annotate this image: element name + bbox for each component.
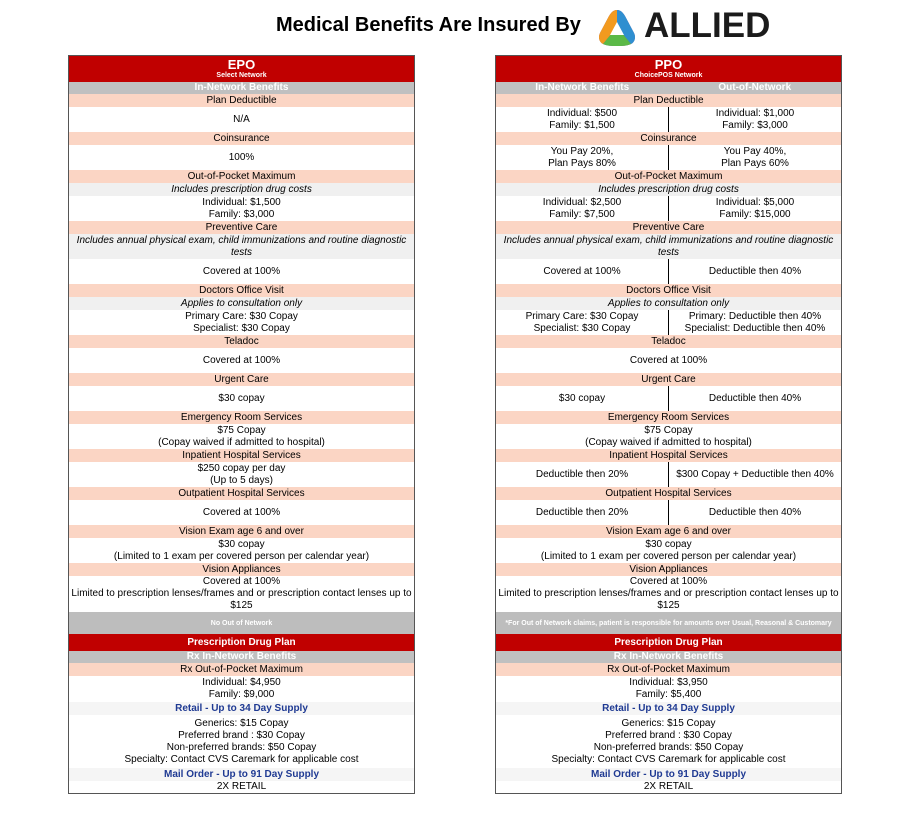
ppo-urgent-out: Deductible then 40%: [708, 392, 802, 404]
epo-title-row: [69, 56, 414, 82]
ppo-urgent-label: Urgent Care: [496, 373, 841, 386]
ppo-doctors-in-1: Primary Care: $30 Copay: [525, 310, 639, 322]
epo-retail-preferred: Preferred brand : $30 Copay: [178, 729, 305, 741]
ppo-deductible-in-1: Individual: $500: [546, 107, 618, 119]
ppo-deductible-out-2: Family: $3,000: [722, 119, 788, 131]
epo-footnote: No Out of Network: [69, 612, 414, 634]
ppo-doctors-in-2: Specialist: $30 Copay: [533, 322, 631, 334]
ppo-coinsurance-in-1: You Pay 20%,: [550, 145, 614, 157]
ppo-outpatient-label: Outpatient Hospital Services: [496, 487, 841, 500]
ppo-inpatient-out: $300 Copay + Deductible then 40%: [676, 468, 834, 480]
ppo-coinsurance-label: Coinsurance: [496, 132, 841, 145]
ppo-vision-exam-value-2: (Limited to 1 exam per covered person per calendar year): [540, 550, 797, 562]
ppo-title-row: [496, 56, 841, 82]
ppo-network: ChoicePOS Network: [634, 72, 703, 79]
ppo-teladoc-value: Covered at 100%: [496, 348, 841, 373]
ppo-network-headers: [496, 82, 841, 94]
epo-retail-nonpreferred: Non-preferred brands: $50 Copay: [166, 741, 317, 753]
ppo-doctors-note: Applies to consultation only: [496, 297, 841, 310]
ppo-deductible-label: Plan Deductible: [496, 94, 841, 107]
ppo-preventive-values: [496, 259, 841, 284]
ppo-oop-out: [669, 196, 841, 221]
ppo-inpatient-label: Inpatient Hospital Services: [496, 449, 841, 462]
ppo-oop-out-1: Individual: $5,000: [715, 196, 795, 208]
epo-rx-oop-label: Rx Out-of-Pocket Maximum: [69, 663, 414, 676]
ppo-footnote: *For Out of Network claims, patient is responsible for amounts over Usual, Reasonal & Customary: [496, 612, 841, 634]
epo-er-value-2: (Copay waived if admitted to hospital): [158, 436, 325, 448]
epo-table: [68, 55, 415, 794]
ppo-preventive-note: Includes annual physical exam, child immunizations and routine diagnostic tests: [496, 234, 841, 259]
ppo-rx-title: Prescription Drug Plan: [496, 634, 841, 651]
epo-doctors-specialist: Specialist: $30 Copay: [193, 322, 290, 334]
ppo-plan-name: PPO: [654, 57, 683, 72]
epo-mail-label: Mail Order - Up to 91 Day Supply: [69, 768, 414, 781]
ppo-outpatient-in: Deductible then 20%: [496, 500, 669, 525]
ppo-preventive-label: Preventive Care: [496, 221, 841, 234]
epo-teladoc-label: Teladoc: [69, 335, 414, 348]
epo-outpatient-label: Outpatient Hospital Services: [69, 487, 414, 500]
epo-doctors-note: Applies to consultation only: [69, 297, 414, 310]
epo-retail-values: [69, 715, 414, 768]
epo-oop-family: Family: $3,000: [208, 208, 275, 220]
allied-logo-text: ALLIED: [644, 6, 771, 45]
epo-retail-generics: Generics: $15 Copay: [194, 717, 289, 729]
ppo-oop-in: [496, 196, 669, 221]
epo-vision-exam-values: [69, 538, 414, 563]
ppo-urgent-values: [496, 386, 841, 411]
ppo-oop-out-2: Family: $15,000: [719, 208, 791, 220]
ppo-coinsurance-in-2: Plan Pays 80%: [548, 157, 616, 169]
ppo-deductible-in-2: Family: $1,500: [549, 119, 615, 131]
ppo-er-value-2: (Copay waived if admitted to hospital): [585, 436, 752, 448]
ppo-retail-values: [496, 715, 841, 768]
epo-doctors-values: [69, 310, 414, 335]
epo-er-value-1: $75 Copay: [217, 424, 266, 436]
ppo-inpatient-values: [496, 462, 841, 487]
epo-preventive-note: Includes annual physical exam, child immunizations and routine diagnostic tests: [69, 234, 414, 259]
ppo-oop-in-1: Individual: $2,500: [542, 196, 622, 208]
ppo-mail-value: 2X RETAIL: [496, 781, 841, 793]
ppo-vision-app-value-2: Limited to prescription lenses/frames and or prescription contact lenses up to $125: [498, 588, 839, 611]
epo-oop-label: Out-of-Pocket Maximum: [69, 170, 414, 183]
epo-network: Select Network: [216, 72, 267, 79]
ppo-oop-note: Includes prescription drug costs: [496, 183, 841, 196]
ppo-oop-label: Out-of-Pocket Maximum: [496, 170, 841, 183]
epo-inpatient-label: Inpatient Hospital Services: [69, 449, 414, 462]
ppo-retail-generics: Generics: $15 Copay: [621, 717, 716, 729]
allied-logo-icon: [596, 7, 638, 49]
ppo-rx-oop-label: Rx Out-of-Pocket Maximum: [496, 663, 841, 676]
epo-oop-values: [69, 196, 414, 221]
epo-vision-app-values: [69, 576, 414, 612]
ppo-inpatient-in: Deductible then 20%: [496, 462, 669, 487]
ppo-er-label: Emergency Room Services: [496, 411, 841, 424]
ppo-teladoc-label: Teladoc: [496, 335, 841, 348]
epo-deductible-value: N/A: [69, 107, 414, 132]
epo-vision-app-value-2: Limited to prescription lenses/frames and or prescription contact lenses up to $125: [71, 588, 412, 611]
epo-vision-exam-value-2: (Limited to 1 exam per covered person per calendar year): [113, 550, 370, 562]
epo-inpatient-value-1: $250 copay per day: [197, 462, 286, 474]
ppo-doctors-values: [496, 310, 841, 335]
epo-coinsurance-label: Coinsurance: [69, 132, 414, 145]
epo-retail-label: Retail - Up to 34 Day Supply: [69, 702, 414, 715]
epo-outpatient-value: Covered at 100%: [69, 500, 414, 525]
epo-preventive-value: Covered at 100%: [69, 259, 414, 284]
ppo-retail-label: Retail - Up to 34 Day Supply: [496, 702, 841, 715]
epo-er-values: [69, 424, 414, 449]
ppo-outpatient-out: Deductible then 40%: [708, 506, 802, 518]
ppo-er-value-1: $75 Copay: [644, 424, 693, 436]
epo-doctors-label: Doctors Office Visit: [69, 284, 414, 297]
ppo-doctors-out-1: Primary: Deductible then 40%: [688, 310, 822, 322]
ppo-coinsurance-out-1: You Pay 40%,: [723, 145, 787, 157]
ppo-doctors-label: Doctors Office Visit: [496, 284, 841, 297]
epo-preventive-label: Preventive Care: [69, 221, 414, 234]
ppo-rx-oop-individual: Individual: $3,950: [629, 677, 708, 688]
epo-rx-oop-values: [69, 676, 414, 702]
ppo-rx-oop-values: [496, 676, 841, 702]
ppo-er-values: [496, 424, 841, 449]
ppo-doctors-in: [496, 310, 669, 335]
epo-retail-specialty: Specialty: Contact CVS Caremark for applicable cost: [124, 753, 359, 765]
ppo-vision-app-value-1: Covered at 100%: [629, 576, 708, 587]
ppo-urgent-in: $30 copay: [496, 386, 669, 411]
ppo-rx-header: Rx In-Network Benefits: [496, 651, 841, 663]
ppo-vision-app-label: Vision Appliances: [496, 563, 841, 576]
ppo-coinsurance-out: [669, 145, 841, 170]
ppo-doctors-out: [669, 310, 841, 335]
epo-in-network-header: In-Network Benefits: [69, 82, 414, 94]
ppo-preventive-out: Deductible then 40%: [708, 265, 802, 277]
ppo-vision-exam-label: Vision Exam age 6 and over: [496, 525, 841, 538]
epo-rx-header: Rx In-Network Benefits: [69, 651, 414, 663]
epo-plan-name: EPO: [227, 57, 256, 72]
ppo-out-network-header: Out-of-Network: [718, 82, 792, 93]
epo-oop-individual: Individual: $1,500: [202, 196, 281, 208]
page-header: [0, 0, 914, 52]
epo-vision-exam-label: Vision Exam age 6 and over: [69, 525, 414, 538]
epo-vision-exam-value-1: $30 copay: [218, 538, 265, 550]
ppo-vision-app-values: [496, 576, 841, 612]
epo-urgent-value: $30 copay: [69, 386, 414, 411]
ppo-retail-specialty: Specialty: Contact CVS Caremark for applicable cost: [551, 753, 786, 765]
ppo-mail-label: Mail Order - Up to 91 Day Supply: [496, 768, 841, 781]
ppo-deductible-out: [669, 107, 841, 132]
ppo-preventive-in: Covered at 100%: [496, 259, 669, 284]
ppo-deductible-out-1: Individual: $1,000: [715, 107, 795, 119]
epo-coinsurance-value: 100%: [69, 145, 414, 170]
ppo-oop-in-2: Family: $7,500: [549, 208, 615, 220]
ppo-in-network-header: In-Network Benefits: [535, 82, 630, 93]
ppo-coinsurance-values: [496, 145, 841, 170]
ppo-retail-nonpreferred: Non-preferred brands: $50 Copay: [593, 741, 744, 753]
ppo-coinsurance-in: [496, 145, 669, 170]
ppo-vision-exam-values: [496, 538, 841, 563]
ppo-table: [495, 55, 842, 794]
ppo-coinsurance-out-2: Plan Pays 60%: [721, 157, 789, 169]
ppo-vision-exam-value-1: $30 copay: [645, 538, 692, 550]
epo-vision-app-value-1: Covered at 100%: [202, 576, 281, 587]
epo-urgent-label: Urgent Care: [69, 373, 414, 386]
epo-rx-oop-family: Family: $9,000: [208, 689, 275, 700]
ppo-deductible-values: [496, 107, 841, 132]
epo-vision-app-label: Vision Appliances: [69, 563, 414, 576]
epo-inpatient-values: [69, 462, 414, 487]
page-title: Medical Benefits Are Insured By: [276, 14, 581, 36]
epo-rx-title: Prescription Drug Plan: [69, 634, 414, 651]
ppo-doctors-out-2: Specialist: Deductible then 40%: [684, 322, 826, 334]
epo-deductible-label: Plan Deductible: [69, 94, 414, 107]
ppo-retail-preferred: Preferred brand : $30 Copay: [605, 729, 732, 741]
epo-oop-note: Includes prescription drug costs: [69, 183, 414, 196]
epo-teladoc-value: Covered at 100%: [69, 348, 414, 373]
ppo-deductible-in: [496, 107, 669, 132]
epo-er-label: Emergency Room Services: [69, 411, 414, 424]
ppo-oop-values: [496, 196, 841, 221]
ppo-outpatient-values: [496, 500, 841, 525]
epo-rx-oop-individual: Individual: $4,950: [202, 677, 281, 688]
epo-doctors-primary: Primary Care: $30 Copay: [185, 310, 298, 322]
epo-inpatient-value-2: (Up to 5 days): [210, 474, 273, 486]
epo-mail-value: 2X RETAIL: [69, 781, 414, 793]
ppo-rx-oop-family: Family: $5,400: [635, 689, 702, 700]
